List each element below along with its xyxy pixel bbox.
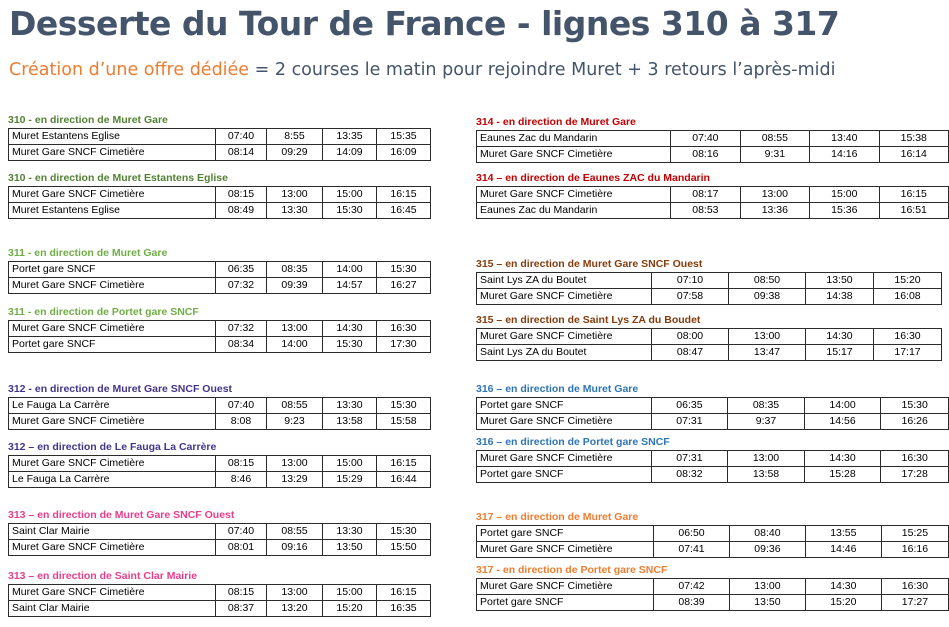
time-cell: 14:00 <box>323 262 377 278</box>
timetable-block <box>8 171 431 219</box>
time-cell: 06:35 <box>651 398 728 414</box>
time-cell: 13:55 <box>805 526 881 542</box>
timetable-block <box>8 440 431 488</box>
table-row <box>9 203 431 219</box>
time-cell: 16:30 <box>881 451 949 467</box>
table-row <box>9 601 431 617</box>
time-cell: 16:35 <box>377 601 431 617</box>
time-cell: 08:34 <box>216 337 267 353</box>
table-row <box>9 321 431 337</box>
time-cell: 08:55 <box>740 131 809 147</box>
table-row <box>9 540 431 556</box>
timetable-block <box>476 313 942 361</box>
timetable-title: 313 – en direction de Muret Gare SNCF Ouest <box>8 509 235 521</box>
stop-name: Muret Gare SNCF Cimetière <box>477 579 654 595</box>
timetable-title: 312 – en direction de Le Fauga La Carrère <box>8 441 217 453</box>
stop-name: Saint Lys ZA du Boutet <box>477 273 652 289</box>
time-cell: 06:35 <box>216 262 267 278</box>
time-cell: 08:35 <box>728 398 805 414</box>
time-cell: 17:28 <box>881 467 949 483</box>
stop-name: Le Fauga La Carrère <box>9 472 216 488</box>
time-cell: 9:31 <box>740 147 809 163</box>
stop-name: Portet gare SNCF <box>477 467 652 483</box>
stop-name: Eaunes Zac du Mandarin <box>477 131 671 147</box>
timetable-title: 317 - en direction de Portet gare SNCF <box>476 564 668 576</box>
time-cell: 13:29 <box>267 472 323 488</box>
time-cell: 8:46 <box>216 472 267 488</box>
table-row <box>477 131 949 147</box>
timetable <box>8 455 431 488</box>
timetable-block <box>476 171 949 219</box>
time-cell: 16:15 <box>377 585 431 601</box>
time-cell: 16:16 <box>881 542 948 558</box>
stop-name: Muret Gare SNCF Cimetière <box>9 187 216 203</box>
time-cell: 16:30 <box>881 579 948 595</box>
time-cell: 08:40 <box>729 526 805 542</box>
time-cell: 08:15 <box>216 585 267 601</box>
timetable-block <box>8 113 431 161</box>
time-cell: 17:17 <box>874 345 942 361</box>
time-cell: 08:39 <box>654 595 730 611</box>
timetable-title: 316 – en direction de Muret Gare <box>476 383 639 395</box>
timetable <box>476 186 949 219</box>
time-cell: 16:26 <box>881 414 949 430</box>
time-cell: 07:31 <box>651 414 728 430</box>
table-row <box>9 472 431 488</box>
time-cell: 15:36 <box>810 203 879 219</box>
stop-name: Muret Gare SNCF Cimetière <box>9 321 216 337</box>
timetable-block <box>8 382 431 430</box>
timetable-block <box>476 257 942 305</box>
time-cell: 13:00 <box>267 456 323 472</box>
time-cell: 08:35 <box>267 262 323 278</box>
stop-name: Portet gare SNCF <box>9 262 216 278</box>
stop-name: Muret Gare SNCF Cimetière <box>9 414 216 430</box>
time-cell: 16:30 <box>377 321 431 337</box>
timetable-block <box>476 563 949 611</box>
time-cell: 08:15 <box>216 456 267 472</box>
timetable <box>476 397 949 430</box>
time-cell: 14:46 <box>805 542 881 558</box>
time-cell: 15:00 <box>810 187 879 203</box>
time-cell: 07:40 <box>216 129 267 145</box>
time-cell: 15:20 <box>323 601 377 617</box>
stop-name: Muret Gare SNCF Cimetière <box>9 540 216 556</box>
time-cell: 13:40 <box>810 131 879 147</box>
timetable-title: 312 - en direction de Muret Gare SNCF Ouest <box>8 383 233 395</box>
time-cell: 13:00 <box>267 187 323 203</box>
time-cell: 15:30 <box>323 337 377 353</box>
table-row <box>477 526 949 542</box>
table-row <box>9 585 431 601</box>
stop-name: Portet gare SNCF <box>9 337 216 353</box>
time-cell: 13:35 <box>323 129 377 145</box>
time-cell: 16:08 <box>874 289 942 305</box>
table-row <box>9 187 431 203</box>
time-cell: 13:00 <box>728 451 805 467</box>
table-row <box>477 289 942 305</box>
stop-name: Portet gare SNCF <box>477 595 654 611</box>
time-cell: 13:00 <box>267 321 323 337</box>
timetable <box>8 261 431 294</box>
table-row <box>477 542 949 558</box>
table-row <box>9 398 431 414</box>
stop-name: Saint Clar Mairie <box>9 524 216 540</box>
timetable-title: 315 – en direction de Saint Lys ZA du Boudet <box>476 314 701 326</box>
time-cell: 08:49 <box>216 203 267 219</box>
time-cell: 08:15 <box>216 187 267 203</box>
table-row <box>9 129 431 145</box>
table-row <box>9 524 431 540</box>
time-cell: 15:17 <box>806 345 874 361</box>
time-cell: 07:40 <box>671 131 740 147</box>
timetable <box>8 320 431 353</box>
timetable <box>8 186 431 219</box>
time-cell: 15:30 <box>377 524 431 540</box>
timetable-block <box>8 246 431 294</box>
subtitle-accent: Création d’une offre dédiée <box>9 60 250 80</box>
time-cell: 15:00 <box>323 187 377 203</box>
time-cell: 14:30 <box>804 451 881 467</box>
timetable-title: 311 - en direction de Muret Gare <box>8 247 168 259</box>
time-cell: 09:36 <box>729 542 805 558</box>
time-cell: 13:00 <box>740 187 809 203</box>
time-cell: 13:00 <box>729 579 805 595</box>
time-cell: 16:15 <box>879 187 948 203</box>
time-cell: 08:32 <box>651 467 728 483</box>
timetable-title: 317 – en direction de Muret Gare <box>476 511 639 523</box>
time-cell: 08:14 <box>216 145 267 161</box>
time-cell: 15:20 <box>874 273 942 289</box>
stop-name: Muret Gare SNCF Cimetière <box>9 585 216 601</box>
time-cell: 08:53 <box>671 203 740 219</box>
time-cell: 08:16 <box>671 147 740 163</box>
time-cell: 08:50 <box>729 273 806 289</box>
stop-name: Portet gare SNCF <box>477 526 654 542</box>
time-cell: 14:30 <box>323 321 377 337</box>
table-row <box>477 414 949 430</box>
stop-name: Muret Gare SNCF Cimetière <box>477 414 652 430</box>
time-cell: 14:57 <box>323 278 377 294</box>
table-row <box>477 273 942 289</box>
timetable-block <box>8 508 431 556</box>
timetable <box>476 525 949 558</box>
time-cell: 14:00 <box>267 337 323 353</box>
time-cell: 15:00 <box>323 456 377 472</box>
time-cell: 16:45 <box>377 203 431 219</box>
time-cell: 9:23 <box>267 414 323 430</box>
time-cell: 08:47 <box>652 345 729 361</box>
time-cell: 07:40 <box>216 524 267 540</box>
table-row <box>9 337 431 353</box>
table-row <box>477 187 949 203</box>
timetable <box>8 523 431 556</box>
time-cell: 13:50 <box>729 595 805 611</box>
time-cell: 15:25 <box>881 526 948 542</box>
time-cell: 15:30 <box>881 398 949 414</box>
time-cell: 15:20 <box>805 595 881 611</box>
stop-name: Portet gare SNCF <box>477 398 652 414</box>
stop-name: Muret Gare SNCF Cimetière <box>477 187 671 203</box>
time-cell: 13:36 <box>740 203 809 219</box>
time-cell: 13:47 <box>729 345 806 361</box>
table-row <box>477 595 949 611</box>
timetable <box>476 450 949 483</box>
time-cell: 13:30 <box>267 203 323 219</box>
table-row <box>9 456 431 472</box>
time-cell: 16:15 <box>377 456 431 472</box>
time-cell: 16:09 <box>377 145 431 161</box>
time-cell: 13:58 <box>728 467 805 483</box>
subtitle <box>9 60 835 80</box>
stop-name: Muret Gare SNCF Cimetière <box>477 451 652 467</box>
time-cell: 14:30 <box>805 579 881 595</box>
stop-name: Muret Gare SNCF Cimetière <box>477 147 671 163</box>
table-row <box>477 203 949 219</box>
time-cell: 08:55 <box>267 398 323 414</box>
time-cell: 14:30 <box>806 329 874 345</box>
time-cell: 09:38 <box>729 289 806 305</box>
table-row <box>477 345 942 361</box>
time-cell: 13:00 <box>267 585 323 601</box>
time-cell: 07:41 <box>654 542 730 558</box>
timetable <box>8 397 431 430</box>
table-row <box>477 147 949 163</box>
time-cell: 14:00 <box>804 398 881 414</box>
time-cell: 09:29 <box>267 145 323 161</box>
time-cell: 13:30 <box>323 524 377 540</box>
time-cell: 07:42 <box>654 579 730 595</box>
subtitle-rest: = 2 courses le matin pour rejoindre Muret + 3 retours l’après-midi <box>249 60 836 80</box>
time-cell: 15:38 <box>879 131 948 147</box>
time-cell: 08:37 <box>216 601 267 617</box>
time-cell: 16:51 <box>879 203 948 219</box>
time-cell: 14:09 <box>323 145 377 161</box>
stop-name: Muret Gare SNCF Cimetière <box>477 329 652 345</box>
time-cell: 8:08 <box>216 414 267 430</box>
stop-name: Saint Lys ZA du Boutet <box>477 345 652 361</box>
time-cell: 07:40 <box>216 398 267 414</box>
time-cell: 08:17 <box>671 187 740 203</box>
timetable <box>476 272 942 305</box>
timetable-title: 313 – en direction de Saint Clar Mairie <box>8 570 198 582</box>
stop-name: Muret Gare SNCF Cimetière <box>477 289 652 305</box>
timetable-title: 310 - en direction de Muret Gare <box>8 114 168 126</box>
time-cell: 07:58 <box>652 289 729 305</box>
time-cell: 13:20 <box>267 601 323 617</box>
timetable-block <box>476 115 949 163</box>
time-cell: 13:58 <box>323 414 377 430</box>
timetable-block <box>8 569 431 617</box>
time-cell: 16:30 <box>874 329 942 345</box>
time-cell: 09:16 <box>267 540 323 556</box>
table-row <box>477 467 949 483</box>
timetable-title: 316 – en direction de Portet gare SNCF <box>476 436 670 448</box>
table-row <box>9 278 431 294</box>
stop-name: Muret Gare SNCF Cimetière <box>9 456 216 472</box>
time-cell: 08:55 <box>267 524 323 540</box>
time-cell: 14:16 <box>810 147 879 163</box>
timetable <box>476 130 949 163</box>
table-row <box>477 398 949 414</box>
timetable <box>476 328 942 361</box>
time-cell: 17:27 <box>881 595 948 611</box>
timetable-title: 315 – en direction de Muret Gare SNCF Ouest <box>476 258 703 270</box>
stop-name: Le Fauga La Carrère <box>9 398 216 414</box>
time-cell: 13:50 <box>806 273 874 289</box>
timetable-title: 310 - en direction de Muret Estantens Eglise <box>8 172 228 184</box>
time-cell: 15:50 <box>377 540 431 556</box>
time-cell: 07:31 <box>651 451 728 467</box>
time-cell: 13:30 <box>323 398 377 414</box>
stop-name: Saint Clar Mairie <box>9 601 216 617</box>
stop-name: Eaunes Zac du Mandarin <box>477 203 671 219</box>
timetable-block <box>8 305 431 353</box>
time-cell: 15:28 <box>804 467 881 483</box>
time-cell: 15:29 <box>323 472 377 488</box>
stop-name: Muret Estantens Eglise <box>9 203 216 219</box>
time-cell: 16:44 <box>377 472 431 488</box>
page-title: Desserte du Tour de France - lignes 310 à 317 <box>9 4 840 43</box>
time-cell: 14:56 <box>804 414 881 430</box>
table-row <box>9 414 431 430</box>
timetable <box>8 128 431 161</box>
stop-name: Muret Estantens Eglise <box>9 129 216 145</box>
time-cell: 13:50 <box>323 540 377 556</box>
time-cell: 15:30 <box>377 262 431 278</box>
stop-name: Muret Gare SNCF Cimetière <box>9 278 216 294</box>
table-row <box>9 145 431 161</box>
table-row <box>477 579 949 595</box>
timetable-block <box>476 510 949 558</box>
timetable-title: 314 – en direction de Eaunes ZAC du Mandarin <box>476 172 710 184</box>
time-cell: 9:37 <box>728 414 805 430</box>
time-cell: 15:30 <box>323 203 377 219</box>
timetable-title: 311 - en direction de Portet gare SNCF <box>8 306 199 318</box>
time-cell: 08:01 <box>216 540 267 556</box>
time-cell: 17:30 <box>377 337 431 353</box>
timetable-block <box>476 382 949 430</box>
time-cell: 16:14 <box>879 147 948 163</box>
time-cell: 8:55 <box>267 129 323 145</box>
time-cell: 16:27 <box>377 278 431 294</box>
time-cell: 07:10 <box>652 273 729 289</box>
timetable-block <box>476 435 949 483</box>
table-row <box>477 329 942 345</box>
time-cell: 16:15 <box>377 187 431 203</box>
time-cell: 15:35 <box>377 129 431 145</box>
stop-name: Muret Gare SNCF Cimetière <box>9 145 216 161</box>
time-cell: 06:50 <box>654 526 730 542</box>
time-cell: 15:00 <box>323 585 377 601</box>
timetable <box>476 578 949 611</box>
table-row <box>477 451 949 467</box>
time-cell: 14:38 <box>806 289 874 305</box>
timetable <box>8 584 431 617</box>
time-cell: 09:39 <box>267 278 323 294</box>
time-cell: 08:00 <box>652 329 729 345</box>
stop-name: Muret Gare SNCF Cimetière <box>477 542 654 558</box>
time-cell: 07:32 <box>216 321 267 337</box>
time-cell: 15:58 <box>377 414 431 430</box>
time-cell: 13:00 <box>729 329 806 345</box>
time-cell: 07:32 <box>216 278 267 294</box>
table-row <box>9 262 431 278</box>
timetable-title: 314 - en direction de Muret Gare <box>476 116 636 128</box>
time-cell: 15:30 <box>377 398 431 414</box>
